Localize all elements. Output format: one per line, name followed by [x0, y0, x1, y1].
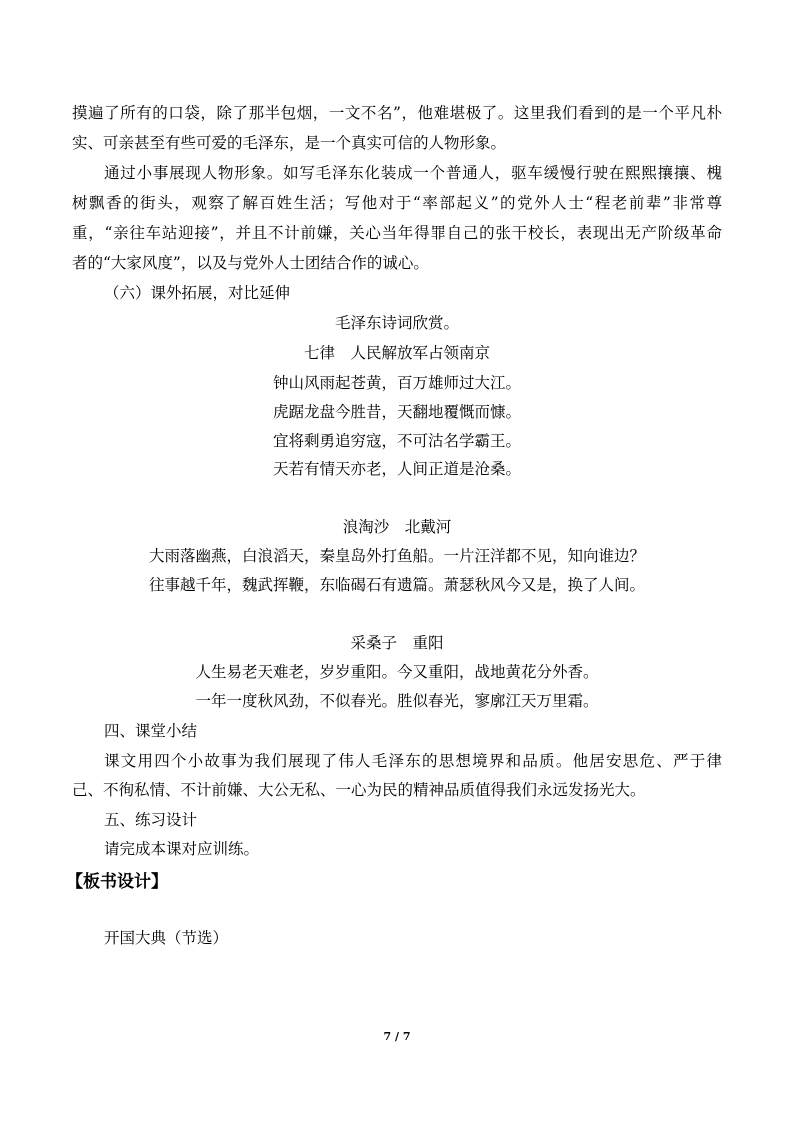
paragraph-line: 重，“亲往车站迎接”，并且不计前嫌，关心当年得罪自己的张干校长，表现出无产阶级革命: [72, 224, 722, 242]
paragraph-line: 实、可亲甚至有些可爱的毛泽东，是一个真实可信的人物形象。: [72, 134, 507, 152]
section-heading: 四、课堂小结: [104, 722, 198, 740]
poem-line: 钟山风雨起苍黄，百万雄师过大江。: [272, 374, 521, 392]
paragraph-line: 树飘香的街头，观察了解百姓生活；写他对于“率部起义”的党外人士“程老前辈”非常尊: [72, 194, 722, 212]
paragraph-line: 课文用四个小故事为我们展现了伟人毛泽东的思想境界和品质。他居安思危、严于律: [104, 752, 722, 770]
page-number: 7 / 7: [383, 1030, 411, 1043]
section-heading: （六）课外拓展，对比延伸: [104, 284, 291, 302]
paragraph-line: 通过小事展现人物形象。如写毛泽东化装成一个普通人，驱车缓慢行驶在熙熙攘攘、槐: [104, 164, 722, 182]
poetry-intro: 毛泽东诗词欣赏。: [334, 314, 459, 332]
board-line: 开国大典（节选）: [104, 929, 229, 947]
poem-line: 天若有情天亦老，人间正道是沧桑。: [272, 460, 521, 478]
poem-line: 大雨落幽燕，白浪滔天，秦皇岛外打鱼船。一片汪洋都不见，知向谁边？: [148, 547, 645, 565]
poem-title: 采桑子 重阳: [350, 634, 444, 652]
paragraph-line: 己、不徇私情、不计前嫌、大公无私、一心为民的精神品质值得我们永远发扬光大。: [72, 781, 646, 799]
poem-title: 浪淘沙 北戴河: [342, 518, 452, 536]
poem-line: 一年一度秋风劲，不似春光。胜似春光，寥廓江天万里霜。: [195, 692, 599, 710]
section-heading: 五、练习设计: [104, 811, 198, 829]
poem-title: 七律 人民解放军占领南京: [303, 344, 490, 362]
poem-line: 人生易老天难老，岁岁重阳。今又重阳，战地黄花分外香。: [195, 663, 599, 681]
paragraph-line: 请完成本课对应训练。: [104, 840, 260, 858]
poem-line: 宜将剩勇追穷寇，不可沽名学霸王。: [272, 432, 521, 450]
poem-line: 往事越千年，魏武挥鞭，东临碣石有遗篇。萧瑟秋风今又是，换了人间。: [148, 576, 645, 594]
board-heading: 【板书设计】: [66, 872, 168, 892]
paragraph-line: 者的“大家风度”，以及与党外人士团结合作的诚心。: [72, 254, 429, 272]
paragraph-line: 摸遍了所有的口袋，除了那半包烟，一文不名”，他难堪极了。这里我们看到的是一个平凡朴: [72, 104, 722, 122]
poem-line: 虎踞龙盘今胜昔，天翻地覆慨而慷。: [272, 403, 521, 421]
